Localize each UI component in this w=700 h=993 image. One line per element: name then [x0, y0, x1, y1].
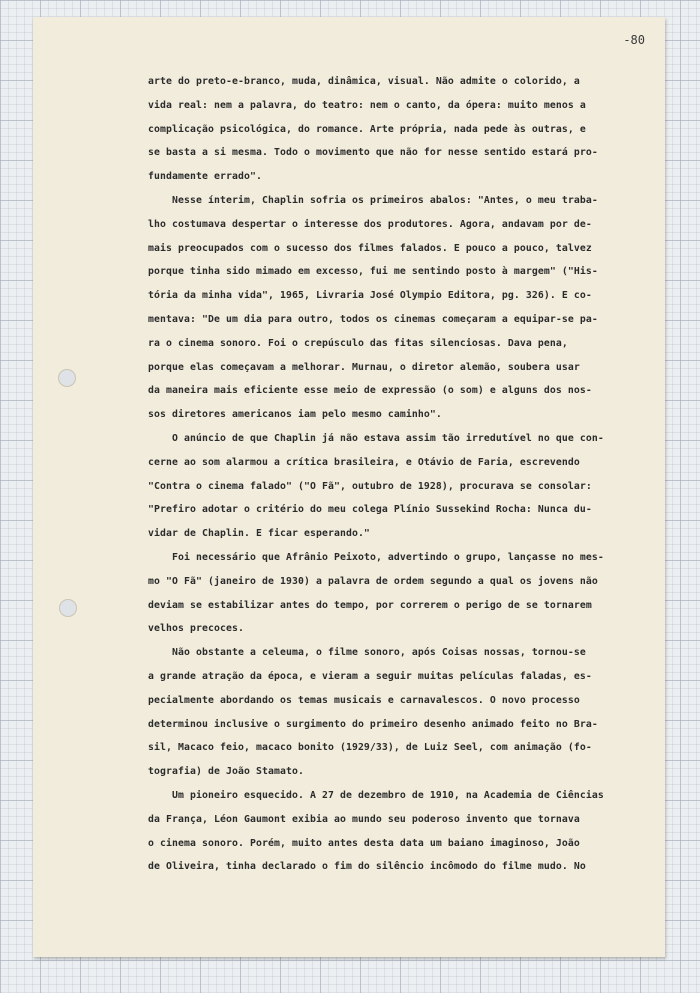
- text-line: determinou inclusive o surgimento do primeiro desenho animado feito no Bra-: [148, 718, 598, 730]
- text-line: da França, Léon Gaumont exibia ao mundo seu poderoso invento que tornava: [148, 813, 580, 825]
- paragraph: [148, 641, 648, 784]
- text-line: "Prefiro adotar o critério do meu colega Plínio Sussekind Rocha: Nunca du-: [148, 504, 592, 516]
- text-line: sil, Macaco feio, macaco bonito (1929/33), de Luiz Seel, com animação (fo-: [148, 742, 592, 754]
- text-line: mais preocupados com o sucesso dos filmes falados. E pouco a pouco, talvez: [148, 242, 592, 254]
- text-line: Foi necessário que Afrânio Peixoto, advertindo o grupo, lançasse no mes-: [172, 551, 604, 563]
- text-line: se basta a si mesma. Todo o movimento que não for nesse sentido estará pro-: [148, 147, 598, 159]
- text-line: arte do preto-e-branco, muda, dinâmica, visual. Não admite o colorido, a: [148, 76, 580, 87]
- paragraph: [148, 70, 648, 189]
- text-line: vida real: nem a palavra, do teatro: nem o canto, da ópera: muito menos a: [148, 99, 586, 111]
- text-line: tografia) de João Stamato.: [148, 766, 304, 778]
- text-line: porque elas começavam a melhorar. Murnau, o diretor alemão, soubera usar: [148, 361, 580, 373]
- text-line: Um pioneiro esquecido. A 27 de dezembro de 1910, na Academia de Ciências: [172, 789, 604, 801]
- text-line: vidar de Chaplin. E ficar esperando.": [148, 528, 370, 540]
- text-line: o cinema sonoro. Porém, muito antes desta data um baiano imaginoso, João: [148, 837, 580, 849]
- text-line: de Oliveira, tinha declarado o fim do silêncio incômodo do filme mudo. No: [148, 861, 586, 873]
- text-line: ra o cinema sonoro. Foi o crepúsculo das fitas silenciosas. Dava pena,: [148, 337, 568, 349]
- punch-hole: [59, 599, 77, 617]
- text-line: Não obstante a celeuma, o filme sonoro, após Coisas nossas, tornou-se: [172, 647, 586, 659]
- text-line: Nesse ínterim, Chaplin sofria os primeiros abalos: "Antes, o meu traba-: [172, 194, 598, 206]
- text-line: "Contra o cinema falado" ("O Fã", outubro de 1928), procurava se consolar:: [148, 480, 592, 492]
- text-line: porque tinha sido mimado em excesso, fui me sentindo posto à margem" ("His-: [148, 266, 598, 278]
- paragraph: [148, 546, 648, 641]
- text-line: tória da minha vida", 1965, Livraria José Olympio Editora, pg. 326). E co-: [148, 290, 592, 302]
- text-line: da maneira mais eficiente esse meio de expressão (o som) e alguns dos nos-: [148, 385, 592, 397]
- text-line: mentava: "De um dia para outro, todos os cinemas começaram a equipar-se pa-: [148, 313, 598, 325]
- paragraph: [148, 427, 648, 546]
- text-line: deviam se estabilizar antes do tempo, por correrem o perigo de se tornarem: [148, 599, 592, 611]
- text-line: mo "O Fã" (janeiro de 1930) a palavra de ordem segundo a qual os jovens não: [148, 575, 598, 587]
- typewritten-page: [33, 17, 665, 957]
- text-line: fundamente errado".: [148, 171, 262, 183]
- text-line: lho costumava despertar o interesse dos produtores. Agora, andavam por de-: [148, 218, 592, 230]
- text-line: a grande atração da época, e vieram a seguir muitas películas faladas, es-: [148, 670, 592, 682]
- text-line: pecialmente abordando os temas musicais e carnavalescos. O novo processo: [148, 694, 580, 706]
- page-body: [148, 70, 648, 879]
- paragraph: [148, 189, 648, 427]
- page-number: -80: [623, 33, 645, 47]
- paragraph: [148, 784, 648, 879]
- text-line: O anúncio de que Chaplin já não estava assim tão irredutível no que con-: [172, 432, 604, 444]
- text-line: complicação psicológica, do romance. Arte própria, nada pede às outras, e: [148, 123, 586, 135]
- text-line: velhos precoces.: [148, 623, 244, 635]
- text-line: cerne ao som alarmou a crítica brasileira, e Otávio de Faria, escrevendo: [148, 456, 580, 468]
- punch-hole: [58, 369, 76, 387]
- text-line: sos diretores americanos iam pelo mesmo caminho".: [148, 409, 442, 421]
